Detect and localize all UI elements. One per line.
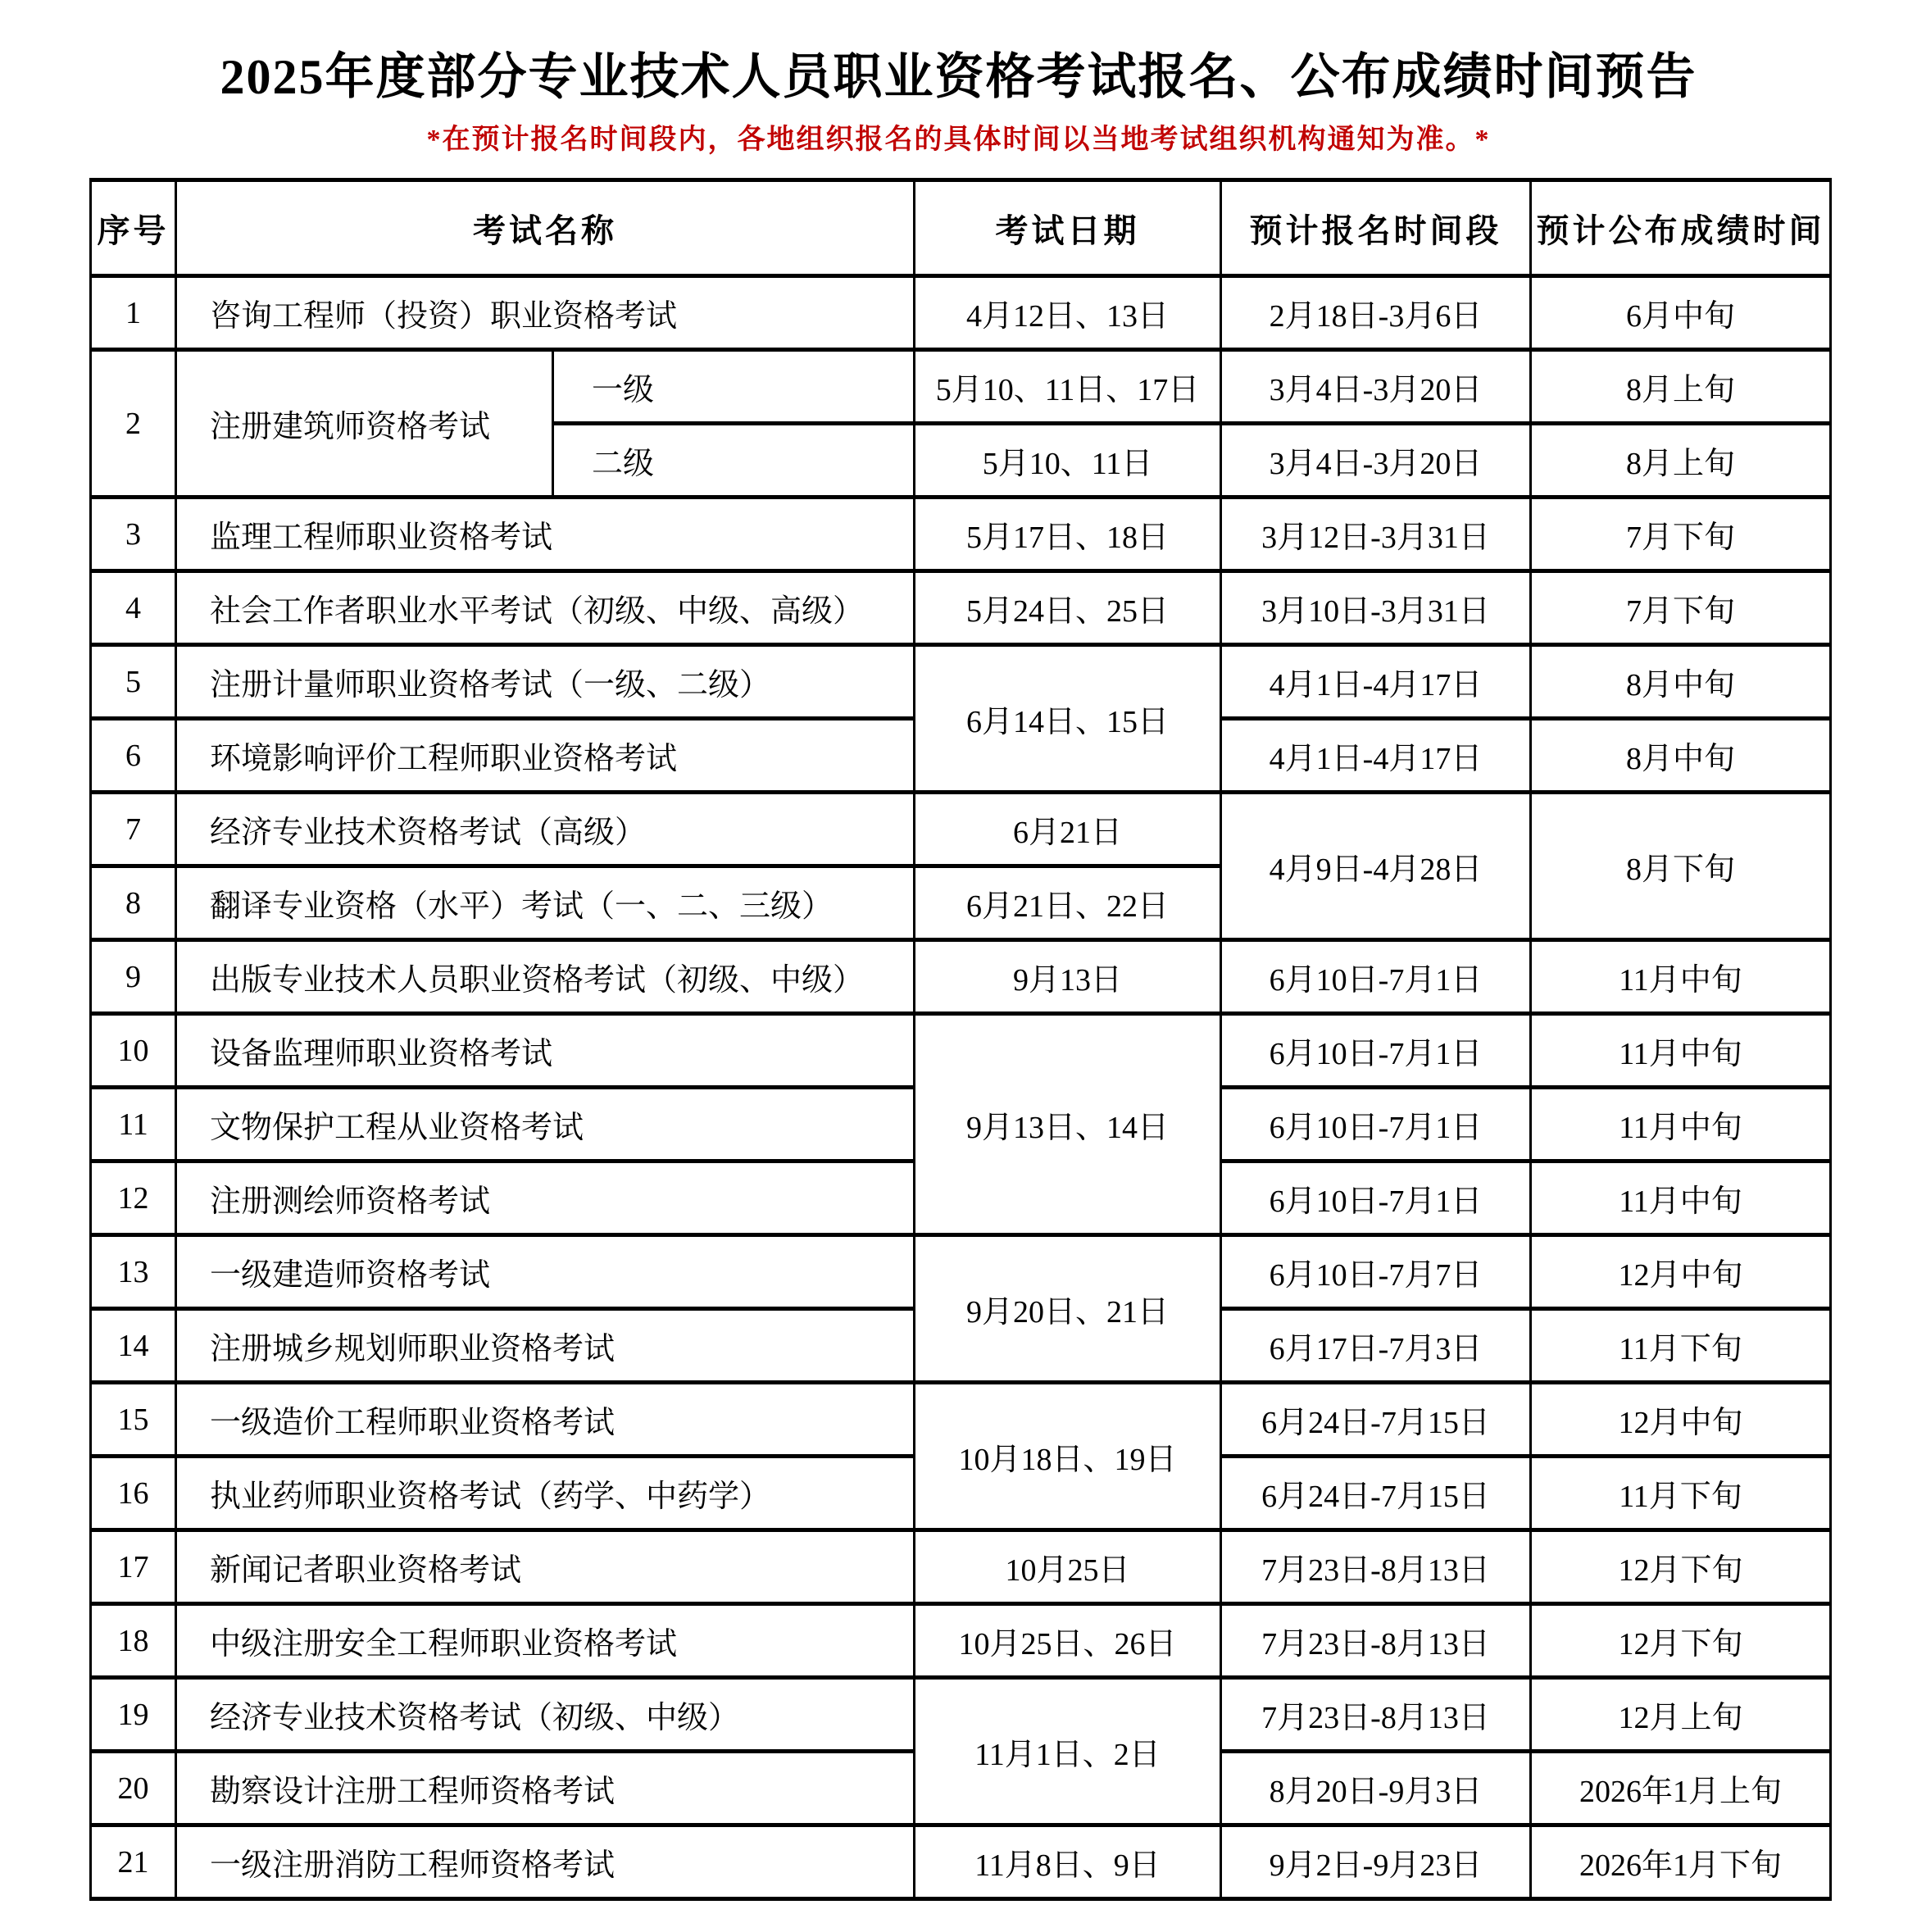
cell-registration-period: 3月4日-3月20日: [1221, 350, 1531, 424]
table-row: [91, 940, 1831, 1014]
registration-note: *在预计报名时间段内，各地组织报名的具体时间以当地考试组织机构通知为准。*: [426, 125, 1491, 155]
cell-registration-period: 9月2日-9月23日: [1221, 1825, 1531, 1899]
cell-score-release: 6月中旬: [1531, 276, 1831, 350]
cell-exam-name: 注册计量师职业资格考试（一级、二级）: [176, 645, 915, 719]
cell-score-release: 11月中旬: [1531, 1088, 1831, 1161]
cell-index: 11: [91, 1088, 176, 1161]
cell-registration-period: 3月12日-3月31日: [1221, 498, 1531, 571]
cell-score-release: 8月中旬: [1531, 645, 1831, 719]
cell-exam-name: 新闻记者职业资格考试: [176, 1530, 915, 1604]
cell-exam-date: 5月17日、18日: [915, 498, 1221, 571]
cell-exam-name: 一级建造师资格考试: [176, 1235, 915, 1309]
cell-registration-period: 6月10日-7月1日: [1221, 940, 1531, 1014]
cell-exam-date: 10月18日、19日: [915, 1383, 1221, 1530]
cell-score-release: 7月下旬: [1531, 498, 1831, 571]
cell-registration-period: 6月10日-7月1日: [1221, 1088, 1531, 1161]
cell-index: 14: [91, 1309, 176, 1383]
header-score-release: 预计公布成绩时间: [1531, 180, 1831, 276]
cell-exam-date: 6月14日、15日: [915, 645, 1221, 793]
cell-registration-period: 7月23日-8月13日: [1221, 1678, 1531, 1752]
cell-score-release: 12月下旬: [1531, 1530, 1831, 1604]
cell-exam-date: 9月13日: [915, 940, 1221, 1014]
cell-exam-name: 咨询工程师（投资）职业资格考试: [176, 276, 915, 350]
cell-score-release: 11月下旬: [1531, 1309, 1831, 1383]
table-row: [91, 1678, 1831, 1752]
cell-registration-period: 8月20日-9月3日: [1221, 1752, 1531, 1825]
cell-index: 4: [91, 571, 176, 645]
cell-registration-period: 6月10日-7月7日: [1221, 1235, 1531, 1309]
cell-exam-name: 出版专业技术人员职业资格考试（初级、中级）: [176, 940, 915, 1014]
cell-index: 10: [91, 1014, 176, 1088]
table-row: [91, 1530, 1831, 1604]
cell-exam-name: 文物保护工程从业资格考试: [176, 1088, 915, 1161]
cell-score-release: 12月上旬: [1531, 1678, 1831, 1752]
cell-registration-period: 6月24日-7月15日: [1221, 1383, 1531, 1457]
cell-exam-level: 二级: [553, 424, 915, 498]
cell-registration-period: 3月4日-3月20日: [1221, 424, 1531, 498]
cell-exam-name: 注册测绘师资格考试: [176, 1161, 915, 1235]
cell-registration-period: 3月10日-3月31日: [1221, 571, 1531, 645]
header-exam-name: 考试名称: [176, 180, 915, 276]
cell-index: 1: [91, 276, 176, 350]
table-row: [91, 1383, 1831, 1457]
cell-score-release: 11月下旬: [1531, 1457, 1831, 1530]
cell-index: 8: [91, 866, 176, 940]
cell-exam-date: 11月1日、2日: [915, 1678, 1221, 1825]
cell-exam-name: 勘察设计注册工程师资格考试: [176, 1752, 915, 1825]
cell-registration-period: 4月9日-4月28日: [1221, 793, 1531, 940]
cell-registration-period: 2月18日-3月6日: [1221, 276, 1531, 350]
header-registration-period: 预计报名时间段: [1221, 180, 1531, 276]
cell-exam-name: 翻译专业资格（水平）考试（一、二、三级）: [176, 866, 915, 940]
table-header-row: [91, 180, 1831, 276]
cell-index: 3: [91, 498, 176, 571]
cell-registration-period: 7月23日-8月13日: [1221, 1604, 1531, 1678]
cell-index: 21: [91, 1825, 176, 1899]
cell-score-release: 12月下旬: [1531, 1604, 1831, 1678]
cell-score-release: 12月中旬: [1531, 1235, 1831, 1309]
cell-registration-period: 6月10日-7月1日: [1221, 1161, 1531, 1235]
cell-exam-name: 经济专业技术资格考试（初级、中级）: [176, 1678, 915, 1752]
cell-registration-period: 7月23日-8月13日: [1221, 1530, 1531, 1604]
cell-index: 15: [91, 1383, 176, 1457]
table-row: [91, 1604, 1831, 1678]
cell-exam-name: 注册建筑师资格考试: [176, 350, 553, 498]
cell-exam-date: 6月21日、22日: [915, 866, 1221, 940]
cell-registration-period: 4月1日-4月17日: [1221, 645, 1531, 719]
cell-score-release: 7月下旬: [1531, 571, 1831, 645]
cell-exam-date: 6月21日: [915, 793, 1221, 866]
cell-exam-name: 环境影响评价工程师职业资格考试: [176, 719, 915, 793]
cell-registration-period: 6月17日-7月3日: [1221, 1309, 1531, 1383]
cell-score-release: 8月上旬: [1531, 424, 1831, 498]
cell-exam-name: 一级注册消防工程师资格考试: [176, 1825, 915, 1899]
cell-exam-date: 11月8日、9日: [915, 1825, 1221, 1899]
cell-exam-date: 10月25日、26日: [915, 1604, 1221, 1678]
cell-exam-name: 中级注册安全工程师职业资格考试: [176, 1604, 915, 1678]
table-row: [91, 498, 1831, 571]
table-row: [91, 276, 1831, 350]
cell-index: 9: [91, 940, 176, 1014]
cell-exam-date: 9月13日、14日: [915, 1014, 1221, 1235]
cell-exam-name: 社会工作者职业水平考试（初级、中级、高级）: [176, 571, 915, 645]
cell-exam-date: 5月10、11日、17日: [915, 350, 1221, 424]
cell-index: 13: [91, 1235, 176, 1309]
cell-exam-name: 监理工程师职业资格考试: [176, 498, 915, 571]
cell-index: 7: [91, 793, 176, 866]
cell-registration-period: 4月1日-4月17日: [1221, 719, 1531, 793]
cell-index: 18: [91, 1604, 176, 1678]
cell-score-release: 2026年1月上旬: [1531, 1752, 1831, 1825]
cell-index: 19: [91, 1678, 176, 1752]
table-row: [91, 1014, 1831, 1088]
table-row: [91, 1825, 1831, 1899]
cell-exam-name: 注册城乡规划师职业资格考试: [176, 1309, 915, 1383]
cell-exam-date: 9月20日、21日: [915, 1235, 1221, 1383]
cell-index: 5: [91, 645, 176, 719]
table-row: [91, 645, 1831, 719]
cell-registration-period: 6月24日-7月15日: [1221, 1457, 1531, 1530]
page-title: 2025年度部分专业技术人员职业资格考试报名、公布成绩时间预告: [220, 50, 1697, 104]
table-row: [91, 1235, 1831, 1309]
cell-score-release: 8月下旬: [1531, 793, 1831, 940]
cell-score-release: 8月上旬: [1531, 350, 1831, 424]
cell-score-release: 12月中旬: [1531, 1383, 1831, 1457]
cell-index: 20: [91, 1752, 176, 1825]
cell-index: 6: [91, 719, 176, 793]
cell-index: 12: [91, 1161, 176, 1235]
table-row: [91, 571, 1831, 645]
cell-exam-date: 4月12日、13日: [915, 276, 1221, 350]
cell-score-release: 11月中旬: [1531, 1014, 1831, 1088]
cell-index: 17: [91, 1530, 176, 1604]
cell-exam-name: 执业药师职业资格考试（药学、中药学）: [176, 1457, 915, 1530]
cell-exam-date: 5月10、11日: [915, 424, 1221, 498]
table-row: [91, 793, 1831, 866]
cell-score-release: 2026年1月下旬: [1531, 1825, 1831, 1899]
cell-score-release: 11月中旬: [1531, 1161, 1831, 1235]
cell-score-release: 11月中旬: [1531, 940, 1831, 1014]
cell-exam-name: 经济专业技术资格考试（高级）: [176, 793, 915, 866]
cell-registration-period: 6月10日-7月1日: [1221, 1014, 1531, 1088]
table-row: [91, 350, 1831, 424]
exam-schedule-table: [89, 178, 1832, 1901]
cell-exam-name: 设备监理师职业资格考试: [176, 1014, 915, 1088]
header-exam-date: 考试日期: [915, 180, 1221, 276]
cell-exam-name: 一级造价工程师职业资格考试: [176, 1383, 915, 1457]
cell-exam-level: 一级: [553, 350, 915, 424]
cell-exam-date: 10月25日: [915, 1530, 1221, 1604]
cell-index: 2: [91, 350, 176, 498]
header-index: 序号: [91, 180, 176, 276]
cell-exam-date: 5月24日、25日: [915, 571, 1221, 645]
cell-index: 16: [91, 1457, 176, 1530]
cell-score-release: 8月中旬: [1531, 719, 1831, 793]
